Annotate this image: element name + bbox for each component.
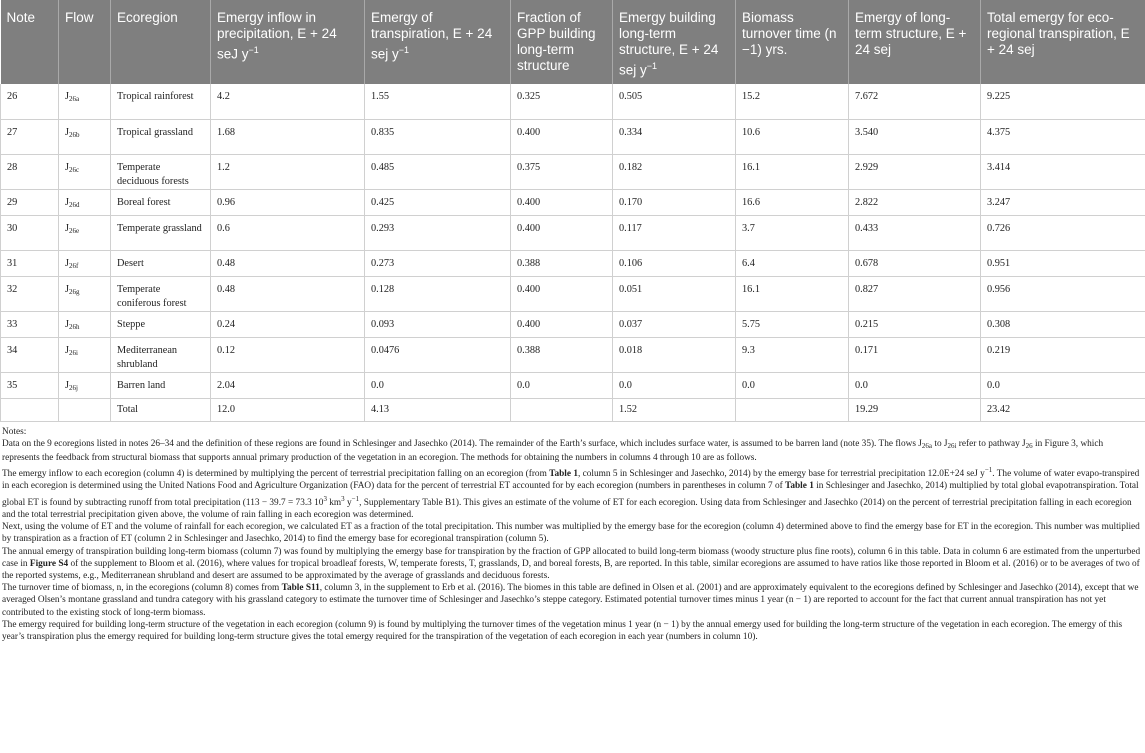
notes-heading: Notes: xyxy=(2,426,27,437)
table-row: 34 $J_{26i}$ Mediterranean shrubland 0.12 0.0476 0.388 0.018 9.3 0.171 0.219 xyxy=(1,337,1145,372)
header-col6: Fraction of GPP building long-term structure xyxy=(511,0,613,84)
table-row: 33 $J_{26h}$ Steppe 0.24 0.093 0.400 0.037 5.75 0.215 0.308 xyxy=(1,311,1145,337)
table-row: 29 $J_{26d}$ Boreal forest 0.96 0.425 0.400 0.170 16.6 2.822 3.247 xyxy=(1,189,1145,215)
note-paragraph: The emergy required for building long-term structure of the vegetation in each ecoregion (column 9) is found by multiplying the turnover times of the vegetation minus 1 year (n − 1) by the annual emergy used for building the long-term structure of the vegetation in each ecoregion. The emergy of this year’s transpiration plus the emergy required for building long-term structure gives the total emergy required for the transpiration of the vegetation of each ecoregion in each year (numbers in column 10). xyxy=(2,619,1123,642)
header-ecoregion: Ecoregion xyxy=(111,0,211,84)
note-paragraph: Data on the 9 ecoregions listed in notes 26–34 and the definition of these regions are found in Schlesinger and Jasechko (2014). The remainder of the Earth’s surface, which includes surface water, is assumed to be barren land (note 35). The flows $J_{26a}$ to $J_{26i}$ refer to pathway $J_{26}$ in Figure 3, which represents the feedback from structural biomass that supports annual primary production of the vegetation in an ecoregion. The methods for obtaining the numbers in columns 4 through 10 are as follows. xyxy=(2,438,1104,463)
header-col9: Emergy of long-term structure, E + 24 sej xyxy=(849,0,981,84)
table-row: 31 $J_{26f}$ Desert 0.48 0.273 0.388 0.106 6.4 0.678 0.951 xyxy=(1,250,1145,276)
table-row: 30 $J_{26e}$ Temperate grassland 0.6 0.293 0.400 0.117 3.7 0.433 0.726 xyxy=(1,215,1145,250)
total-row: Total 12.0 4.13 1.52 19.29 23.42 xyxy=(1,398,1145,421)
table-row: 32 $J_{26g}$ Temperate coniferous forest 0.48 0.128 0.400 0.051 16.1 0.827 0.956 xyxy=(1,276,1145,311)
header-col7: Emergy building long-term structure, E + 24 sej $y^{-1}$ xyxy=(613,0,736,84)
note-paragraph: The emergy inflow to each ecoregion (column 4) is determined by multiplying the percent of terrestrial precipitation falling on an ecoregion (from Table 1, column 5 in Schlesinger and Jasechko, 2014) by the emergy base for terrestrial precipitation 12.0E+24 seJ $y^{-1}$. The volume of water evapo-transpired in each ecoregion is determined using the United Nations Food and Agriculture Organization (FAO) data for the percent of terrestrial ET accounted for by each ecoregion (numbers in parentheses in column 7 of Table 1 in Schlesinger and Jasechko, 2014) multiplied by total global evapotranspiration. Total global ET is found by subtracting runoff from total precipitation (113 − 39.7 = 73.3 $10^3$ $km^3$ $y^{-1}$, Supplementary Table B1). This gives an estimate of the volume of ET for each ecoregion. Using data from Schlesinger and Jasechko (2014) on the percent of terrestrial precipitation falling in each ecoregion and the total terrestrial precipitation given above, the volume of rain falling in each ecoregion was determined. xyxy=(2,466,1140,520)
note-paragraph: Next, using the volume of ET and the volume of rainfall for each ecoregion, we calculated ET as a fraction of the total precipitation. This number was multiplied by the emergy base for the ecoregion (column 4) determined above to find the emergy base for ET in the ecoregion. This number was multiplied by transpiration as a fraction of ET (column 2 in Schlesinger and Jasechko, 2014) to find the emergy base for ecoregional transpiration (column 5). xyxy=(2,522,1140,545)
header-col4: Emergy inflow in precipitation, E + 24 seJ $y^{-1}$ xyxy=(211,0,365,84)
header-note: Note xyxy=(1,0,59,84)
table-row: 28 $J_{26c}$ Temperate deciduous forests 1.2 0.485 0.375 0.182 16.1 2.929 3.414 xyxy=(1,154,1145,189)
table-row: 26 $J_{26a}$ Tropical rainforest 4.2 1.55 0.325 0.505 15.2 7.672 9.225 xyxy=(1,84,1145,119)
header-row xyxy=(1,0,1145,84)
header-col5: Emergy of transpiration, E + 24 sej $y^{-1}$ xyxy=(365,0,511,84)
note-paragraph: The annual emergy of transpiration building long-term biomass (column 7) was found by multiplying the emergy base for transpiration by the fraction of GPP allocated to build long-term biomass (woody structure plus fine roots), column 6 in this table. Data in column 6 are estimated from the unperturbed case in Figure S4 of the supplement to Bloom et al. (2016), where values for tropical broadleaf forests, W, temperate forests, T, grasslands, D, and boreal forests, B, are reported. In this table, similar ecoregions are assumed to have ratios like those reported in Bloom et al. (2016) or to be averages of two of the reported systems, e.g., Mediterranean shrubland and desert are assumed to be approximated by the average of grasslands and deciduous forests. xyxy=(2,546,1141,581)
table-row: 35 $J_{26j}$ Barren land 2.04 0.0 0.0 0.0 0.0 0.0 0.0 xyxy=(1,372,1145,398)
table-notes xyxy=(0,422,1145,644)
header-col10: Total emergy for eco-regional transpiration, E + 24 sej xyxy=(981,0,1145,84)
table-row: 27 $J_{26b}$ Tropical grassland 1.68 0.835 0.400 0.334 10.6 3.540 4.375 xyxy=(1,119,1145,154)
header-col8: Biomass turnover time (n −1) yrs. xyxy=(736,0,849,84)
header-flow: Flow xyxy=(59,0,111,84)
note-paragraph: The turnover time of biomass, n, in the ecoregions (column 8) comes from Table S11, column 3, in the supplement to Erb et al. (2016). The biomes in this table are defined in Olsen et al. (2001) and are approximately equivalent to the ecoregions defined by Schlesinger and Jasechko (2014), except that we averaged Olsen’s montane grassland and tundra category with his grassland category to estimate the turnover time of Schlesinger and Jasechko’s steppe category. Estimated potential turnover times minus 1 year (n − 1) are reported to account for the fact that current annual transpiration has not yet contributed to the existing stock of long-term biomass. xyxy=(2,583,1139,618)
